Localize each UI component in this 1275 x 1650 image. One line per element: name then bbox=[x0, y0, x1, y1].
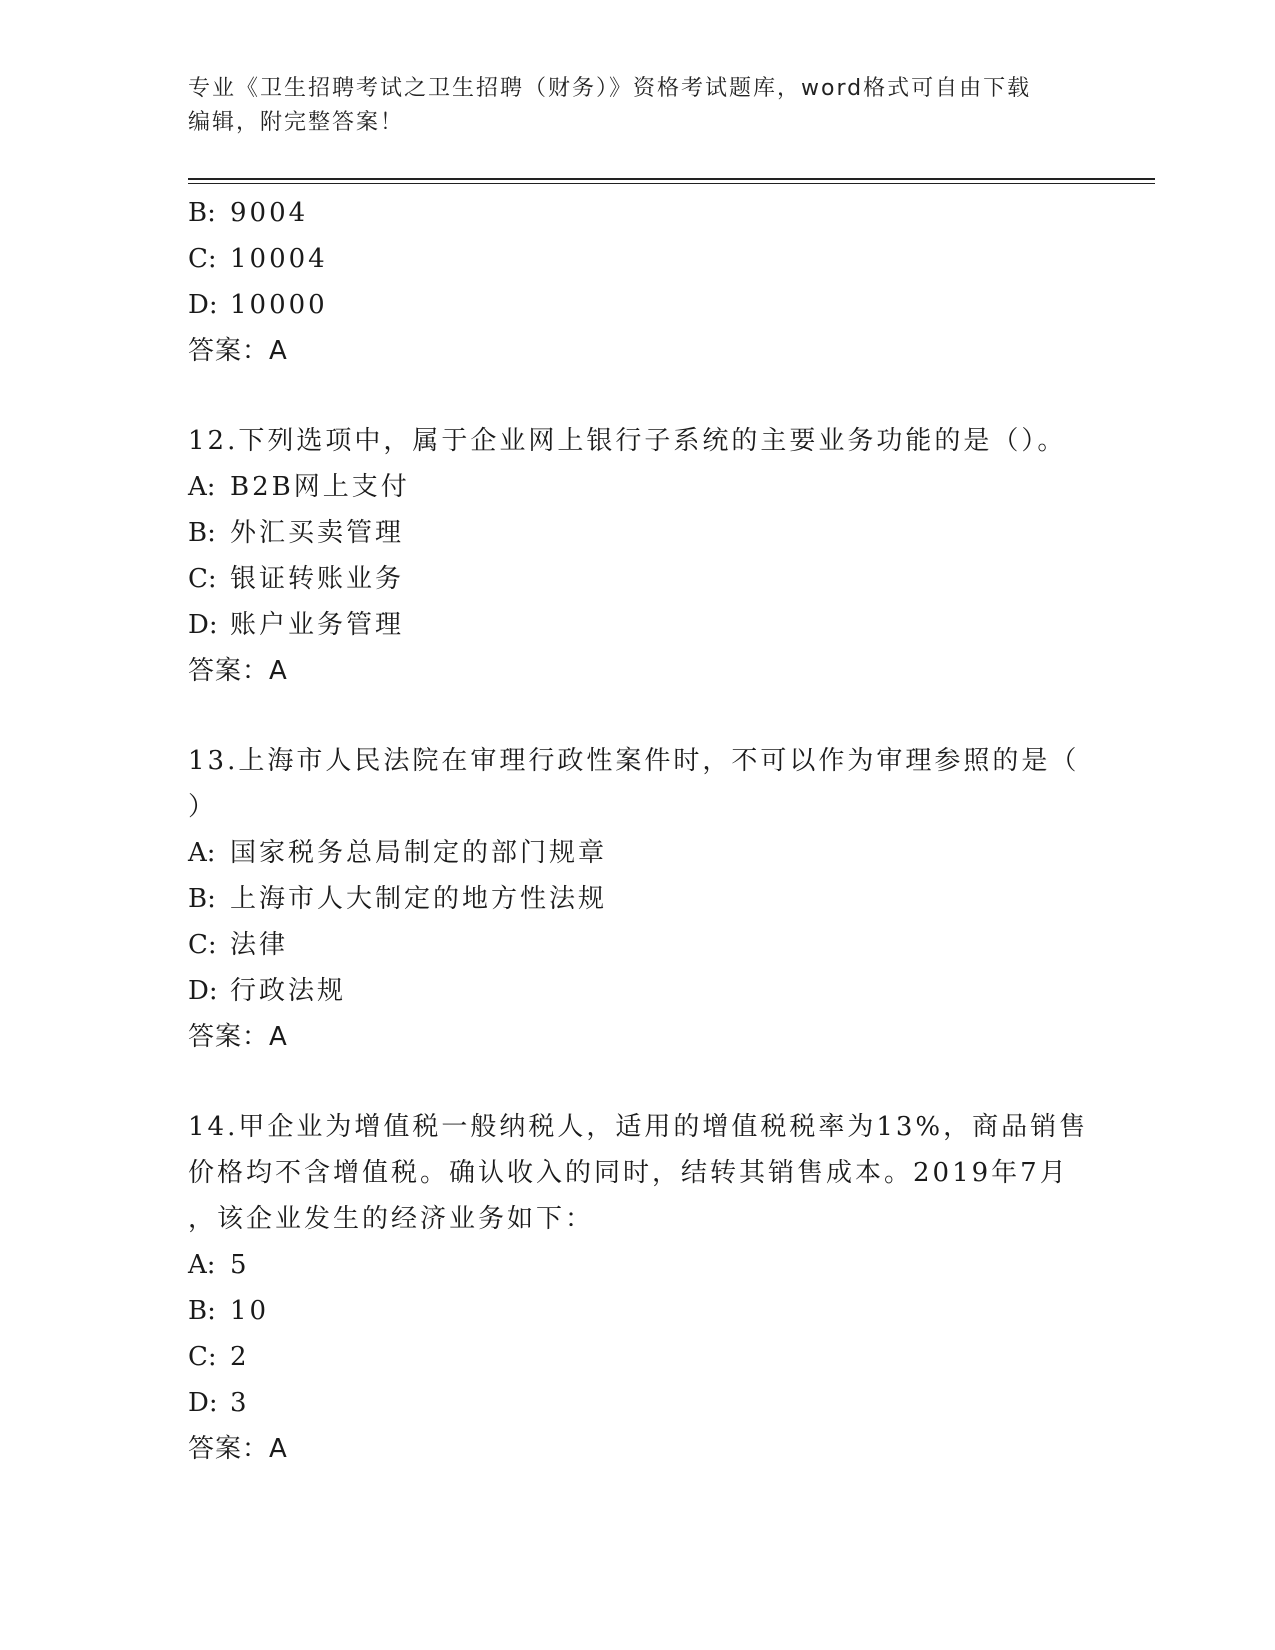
option-text: 国家税务总局制定的部门规章 bbox=[230, 838, 608, 868]
option-letter: A: bbox=[188, 1250, 216, 1280]
option-letter: B: bbox=[188, 1296, 216, 1326]
answer-line: 答案：A bbox=[188, 1022, 288, 1052]
option-text: 2 bbox=[230, 1342, 250, 1372]
option-letter: B: bbox=[188, 518, 216, 548]
option-letter: C: bbox=[188, 564, 217, 594]
question-stem-line: 12.下列选项中，属于企业网上银行子系统的主要业务功能的是（）。 bbox=[188, 426, 1067, 456]
option-a bbox=[188, 1242, 1088, 1288]
question-14 bbox=[188, 1104, 1088, 1472]
option-letter: C: bbox=[188, 1342, 217, 1372]
question-12 bbox=[188, 418, 1088, 694]
header-line-2: 编辑，附完整答案！ bbox=[188, 110, 405, 135]
option-text: 3 bbox=[230, 1388, 250, 1418]
question-13 bbox=[188, 738, 1088, 1060]
question-stem-line: ） bbox=[188, 792, 218, 822]
document-header bbox=[188, 72, 1068, 140]
option-text: 行政法规 bbox=[230, 976, 347, 1006]
question-list bbox=[188, 190, 1088, 1472]
option-c bbox=[188, 922, 1088, 968]
option-d bbox=[188, 1380, 1088, 1426]
header-rule-thick bbox=[188, 178, 1155, 180]
option-letter: C: bbox=[188, 244, 217, 274]
question-stem bbox=[188, 418, 1078, 464]
option-d bbox=[188, 968, 1088, 1014]
option-letter: A: bbox=[188, 838, 216, 868]
option-b bbox=[188, 190, 1088, 236]
option-c bbox=[188, 236, 1088, 282]
option-text: 10004 bbox=[230, 244, 328, 274]
option-text: B2B网上支付 bbox=[230, 472, 410, 502]
answer-line: 答案：A bbox=[188, 656, 288, 686]
option-text: 上海市人大制定的地方性法规 bbox=[230, 884, 608, 914]
option-c bbox=[188, 1334, 1088, 1380]
header-line-1: 专业《卫生招聘考试之卫生招聘（财务）》资格考试题库，word格式可自由下载 bbox=[188, 76, 1032, 101]
answer-line: 答案：A bbox=[188, 336, 288, 366]
option-text: 外汇买卖管理 bbox=[230, 518, 405, 548]
option-a bbox=[188, 830, 1088, 876]
option-letter: B: bbox=[188, 884, 216, 914]
option-letter: B: bbox=[188, 198, 216, 228]
option-text: 法律 bbox=[230, 930, 289, 960]
option-c bbox=[188, 556, 1088, 602]
option-text: 银证转账业务 bbox=[230, 564, 405, 594]
option-text: 10 bbox=[230, 1296, 270, 1326]
option-letter: D: bbox=[188, 976, 218, 1006]
option-a bbox=[188, 464, 1088, 510]
option-d bbox=[188, 602, 1088, 648]
option-text: 5 bbox=[230, 1250, 250, 1280]
question-stem-line: 13.上海市人民法院在审理行政性案件时，不可以作为审理参照的是（ bbox=[188, 746, 1080, 776]
option-letter: D: bbox=[188, 610, 218, 640]
option-letter: D: bbox=[188, 290, 218, 320]
option-text: 账户业务管理 bbox=[230, 610, 405, 640]
question-stem-line: 价格均不含增值税。确认收入的同时，结转其销售成本。2019年7月 bbox=[188, 1158, 1069, 1188]
option-b bbox=[188, 1288, 1088, 1334]
header-rule-thin bbox=[188, 183, 1155, 184]
option-b bbox=[188, 510, 1088, 556]
option-b bbox=[188, 876, 1088, 922]
option-letter: C: bbox=[188, 930, 217, 960]
option-d bbox=[188, 282, 1088, 328]
option-letter: D: bbox=[188, 1388, 218, 1418]
option-text: 9004 bbox=[230, 198, 309, 228]
answer-line: 答案：A bbox=[188, 1434, 288, 1464]
question-stem bbox=[188, 1104, 1089, 1242]
question-stem-line: ，该企业发生的经济业务如下： bbox=[188, 1204, 595, 1234]
question-stem-line: 14.甲企业为增值税一般纳税人，适用的增值税税率为13%，商品销售 bbox=[188, 1112, 1089, 1142]
option-letter: A: bbox=[188, 472, 216, 502]
prev-question-block bbox=[188, 190, 1088, 374]
question-stem bbox=[188, 738, 1078, 830]
option-text: 10000 bbox=[230, 290, 328, 320]
